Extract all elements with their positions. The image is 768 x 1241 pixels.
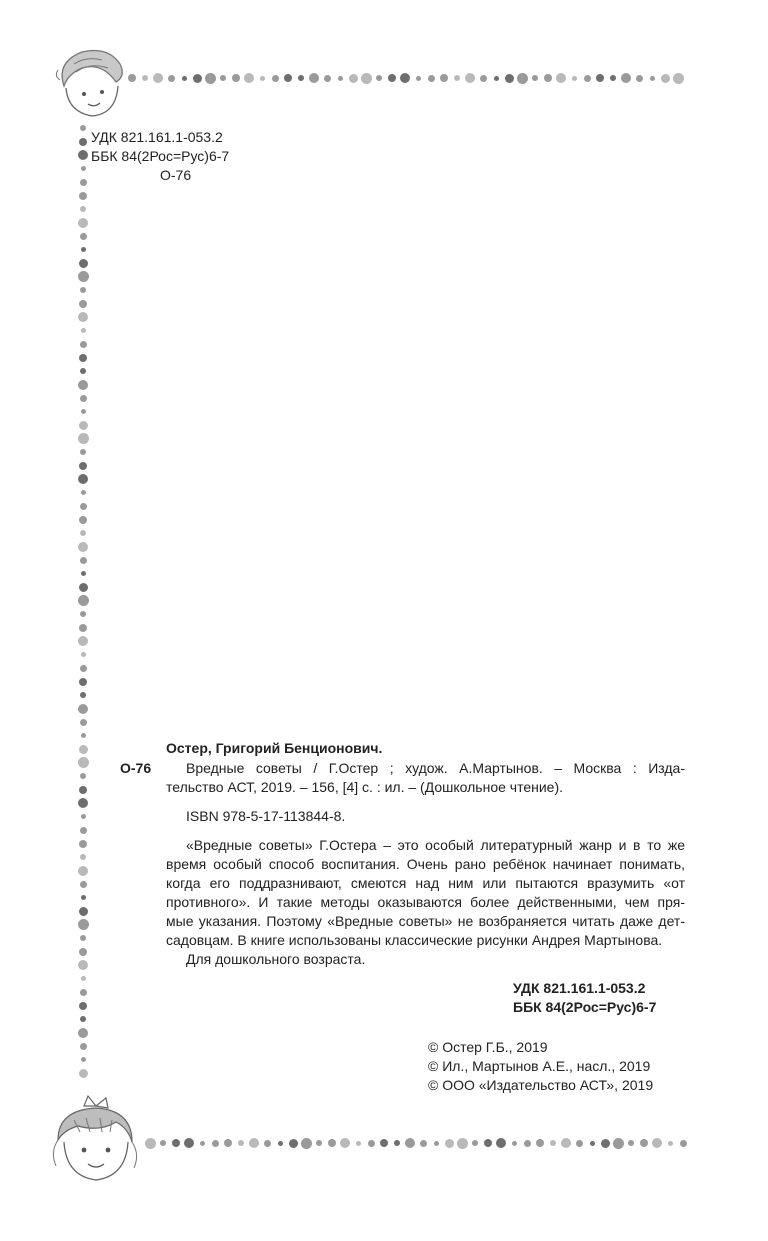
border-dot [652, 1138, 662, 1148]
border-dot [81, 247, 86, 252]
annotation-line: время особый способ воспитания. Очень рано ребёнок начинает понимать, [166, 856, 685, 872]
border-dot [78, 636, 88, 646]
border-dot [238, 1140, 244, 1146]
border-dot [596, 74, 604, 82]
border-dot [289, 1139, 298, 1148]
border-dot [160, 1140, 166, 1146]
border-dot [465, 73, 475, 83]
border-dot [572, 76, 577, 81]
age-note: Для дошкольного возраста. [186, 951, 366, 967]
border-dot [536, 1139, 544, 1147]
border-dot [260, 76, 265, 81]
border-dot [79, 907, 88, 916]
border-dot [80, 692, 86, 698]
border-dot [224, 1139, 232, 1147]
border-dot [205, 73, 216, 84]
border-dot [79, 192, 87, 200]
border-dot [628, 1140, 634, 1146]
border-dot [172, 1139, 180, 1147]
border-dot [80, 935, 86, 941]
border-dot [80, 989, 87, 996]
border-dot [81, 652, 86, 657]
top-code: О-76 [160, 167, 192, 183]
border-dot [394, 1140, 400, 1146]
border-dot [182, 76, 187, 81]
border-dot [81, 328, 86, 333]
border-dot [78, 919, 89, 930]
border-dot [550, 1140, 556, 1146]
border-dot [400, 73, 410, 83]
border-dot [78, 433, 89, 444]
copyright-publisher: © ООО «Издательство АСТ», 2019 [428, 1077, 654, 1093]
border-dot [78, 218, 88, 228]
border-dot [81, 976, 86, 981]
annotation-line: когда его поддразнивают, смеются над ним или пытаются вразумить «от [166, 875, 685, 891]
border-dot [81, 571, 86, 576]
border-dot [80, 1043, 87, 1050]
border-dot [79, 948, 87, 956]
border-dot [472, 1140, 478, 1146]
border-dot [338, 76, 343, 81]
bibliographic-description [186, 759, 685, 778]
top-udk: УДК 821.161.1-053.2 [91, 129, 223, 145]
border-dot [309, 73, 319, 83]
border-dot [79, 678, 87, 686]
copyright-author: © Остер Г.Б., 2019 [428, 1039, 548, 1055]
annotation-line: садовцам. В книге использованы классические рисунки Андрея Мартынова. [166, 932, 663, 948]
border-dot [80, 530, 86, 536]
border-dot [440, 74, 448, 82]
border-dot [80, 827, 87, 834]
border-dot [80, 206, 86, 212]
border-dot [80, 179, 87, 186]
border-dot [80, 611, 86, 617]
border-dot [636, 75, 643, 82]
border-dot [81, 1057, 86, 1062]
border-dot [79, 745, 88, 754]
bib-line: Вредные советы / Г.Остер ; худож. А.Мартынов. – Москва : Изда- [186, 760, 685, 776]
border-dot [220, 75, 226, 81]
border-dot [80, 1016, 86, 1022]
border-dot [79, 354, 87, 362]
border-dot [79, 421, 88, 430]
border-dot [78, 150, 88, 160]
border-dot [494, 76, 499, 81]
border-dot [278, 1141, 283, 1146]
border-dot [142, 75, 148, 81]
border-dot [81, 814, 86, 819]
border-dot [590, 1141, 595, 1146]
border-dot [621, 73, 631, 83]
border-dot [249, 1138, 259, 1148]
border-dot [517, 73, 528, 84]
copyright-illustrator: © Ил., Мартынов А.Е., насл., 2019 [428, 1058, 651, 1074]
border-dot [78, 960, 88, 970]
annotation-line: «Вредные советы» Г.Остера – это особый литературный жанр и в то же [186, 837, 685, 853]
annotation-line: противного». И такие методы оказываются более действенными, чем пря- [166, 894, 685, 910]
border-dot [79, 462, 87, 470]
border-dot [680, 1140, 687, 1147]
border-dot [368, 1140, 375, 1147]
border-dot [316, 1140, 322, 1146]
border-dot [661, 74, 670, 83]
border-dot [272, 75, 279, 82]
border-dot [79, 840, 87, 848]
border-dot [128, 74, 136, 82]
border-dot [524, 1140, 531, 1147]
border-dot [244, 73, 254, 83]
border-dot [668, 1141, 673, 1146]
border-dot [78, 474, 88, 484]
border-dot [80, 881, 87, 888]
border-dot [601, 1139, 610, 1148]
border-dot [576, 1140, 583, 1147]
border-dot [561, 1138, 571, 1148]
border-dot [232, 74, 240, 82]
border-dot [613, 1138, 624, 1149]
border-dot [193, 74, 202, 83]
border-dot [361, 73, 372, 84]
border-dot [673, 73, 684, 84]
border-dot [78, 798, 88, 808]
border-dot [81, 895, 86, 900]
border-dot [324, 75, 331, 82]
border-dot [298, 75, 304, 81]
card-bbk: ББК 84(2Рос=Рус)6-7 [513, 999, 657, 1015]
girl-face-bottom-illustration [44, 1092, 144, 1192]
border-dot [79, 300, 87, 308]
border-dot [505, 74, 514, 83]
border-dot [328, 1139, 336, 1147]
border-dot [153, 73, 163, 83]
top-bbk: ББК 84(2Рос=Рус)6-7 [91, 148, 230, 164]
border-dot [356, 1141, 361, 1146]
border-dot [79, 1069, 88, 1078]
border-dot [78, 595, 89, 606]
border-dot [80, 395, 87, 402]
border-dot [80, 503, 87, 510]
border-dot [80, 665, 87, 672]
border-dot [79, 138, 87, 146]
border-dot [457, 1138, 468, 1149]
isbn: ISBN 978-5-17-113844-8. [186, 808, 346, 824]
border-dot [376, 75, 382, 81]
border-dot [80, 368, 86, 374]
border-dot [80, 719, 87, 726]
bib-line: тельство АСТ, 2019. – 156, [4] с. : ил. – (Дошкольное чтение). [166, 779, 564, 795]
border-dot [78, 312, 88, 322]
border-dot [78, 542, 88, 552]
border-dot [79, 583, 88, 592]
border-dot [610, 75, 616, 81]
border-dot [80, 773, 86, 779]
catalog-code: О-76 [120, 760, 152, 776]
border-dot [81, 733, 86, 738]
border-dot [81, 166, 86, 171]
border-dot [80, 557, 87, 564]
border-dot [349, 74, 358, 83]
border-dot [484, 1139, 492, 1147]
border-dot [78, 704, 88, 714]
border-dot [79, 259, 88, 268]
border-dot [428, 75, 435, 82]
border-dot [388, 74, 396, 82]
border-dot [168, 75, 175, 82]
border-dot [79, 624, 87, 632]
annotation-line: мые указания. Поэтому «Вредные советы» не возбраняется читать даже дет- [166, 913, 685, 929]
border-dot [145, 1138, 156, 1149]
border-dot [264, 1140, 271, 1147]
border-dot [80, 854, 86, 860]
border-dot [405, 1138, 415, 1148]
border-dot [445, 1139, 454, 1148]
border-dot [78, 757, 89, 768]
border-dot [416, 76, 421, 81]
border-dot [284, 74, 292, 82]
border-dot [81, 409, 86, 414]
card-udk: УДК 821.161.1-053.2 [513, 980, 646, 996]
author-name: Остер, Григорий Бенционович. [166, 740, 383, 756]
border-dot [556, 73, 566, 83]
border-dot [80, 341, 87, 348]
border-dot [78, 1028, 88, 1038]
border-dot [496, 1138, 506, 1148]
border-dot [380, 1139, 388, 1147]
border-dot [512, 1141, 517, 1146]
border-dot [301, 1138, 312, 1149]
border-dot [79, 786, 87, 794]
border-dot [80, 287, 86, 293]
border-dot [81, 490, 86, 495]
border-dot [79, 1002, 87, 1010]
border-dot [434, 1141, 439, 1146]
border-dot [640, 1139, 648, 1147]
border-dot [80, 233, 87, 240]
border-dot [420, 1140, 427, 1147]
border-dot [80, 125, 86, 131]
border-dot [78, 271, 89, 282]
border-dot [650, 76, 655, 81]
border-dot [454, 75, 460, 81]
border-dot [80, 449, 86, 455]
border-dot [184, 1138, 194, 1148]
border-dot [584, 75, 591, 82]
border-dot [78, 866, 88, 876]
border-dot [480, 75, 487, 82]
girl-face-top-illustration [46, 42, 136, 122]
annotation [166, 836, 685, 950]
border-dot [78, 380, 88, 390]
border-dot [340, 1138, 350, 1148]
border-dot [212, 1140, 219, 1147]
border-dot [200, 1141, 205, 1146]
border-dot [532, 75, 538, 81]
border-dot [79, 516, 87, 524]
border-dot [544, 74, 552, 82]
